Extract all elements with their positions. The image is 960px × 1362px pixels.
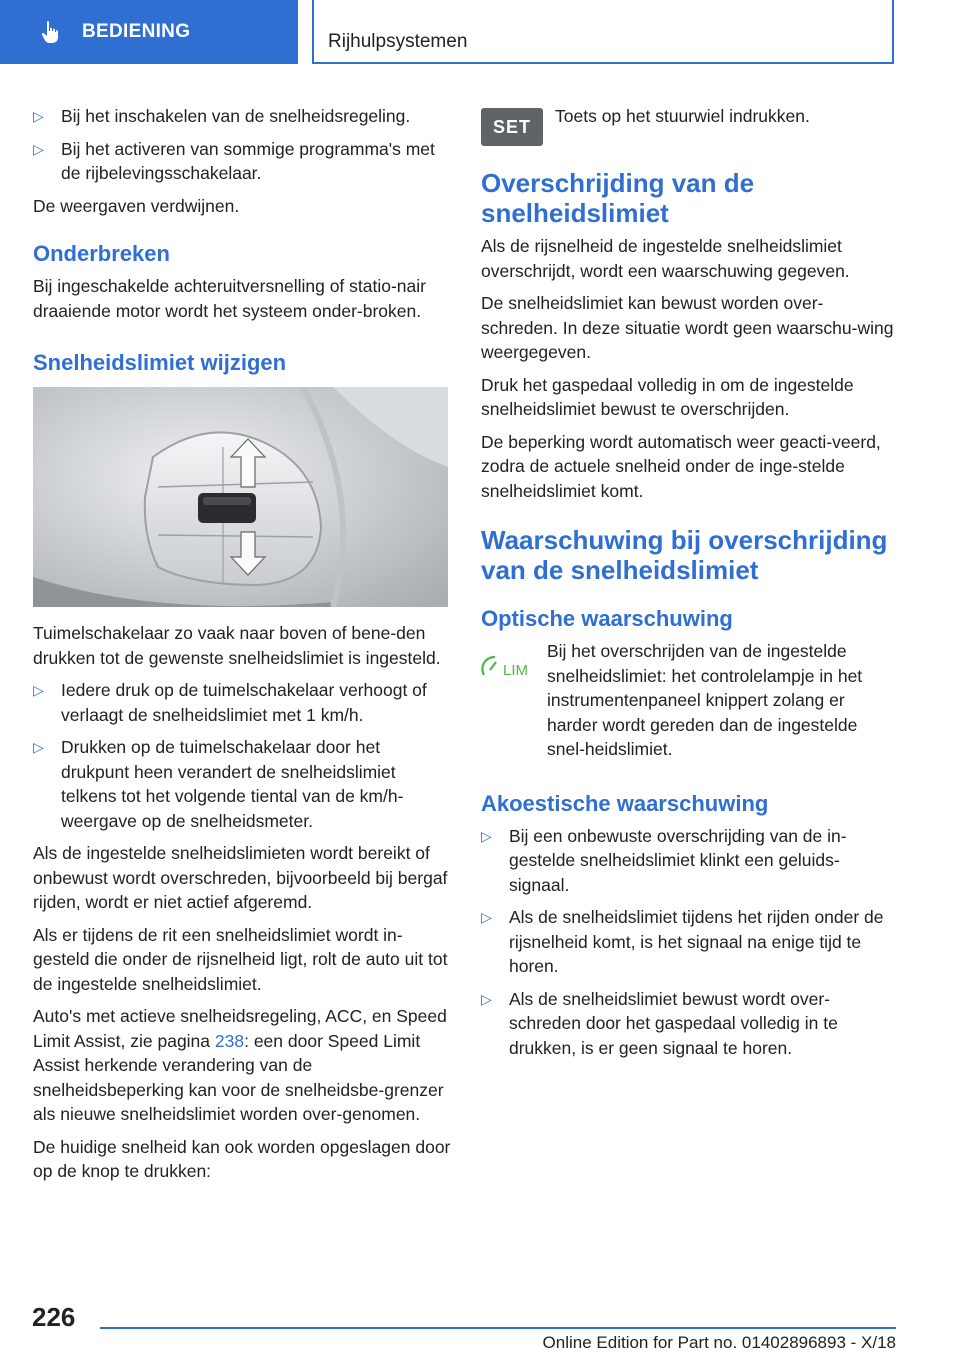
- bullet-triangle-icon: ▷: [481, 827, 492, 844]
- list-item: ▷ Bij het activeren van sommige programma's met de rijbelevingsschakelaar.: [33, 138, 435, 183]
- page-reference-link[interactable]: 238: [214, 1030, 245, 1051]
- paragraph: De snelheidslimiet kan bewust worden over-schreden. In deze situatie wordt geen waarschu-wing weergegeven.: [481, 293, 894, 362]
- heading-akoestisch: Akoestische waarschuwing: [481, 790, 769, 816]
- page-header: [0, 0, 960, 66]
- paragraph: Als de rijsnelheid de ingestelde snelheidslimiet overschrijdt, wordt een waarschuwing gegeven.: [481, 236, 850, 281]
- list-item: ▷ Bij het inschakelen van de snelheidsregeling.: [33, 104, 451, 129]
- paragraph: De weergaven verdwijnen.: [33, 195, 240, 216]
- heading-optisch: Optische waarschuwing: [481, 606, 733, 631]
- chapter-tab[interactable]: [312, 0, 894, 64]
- paragraph: De beperking wordt automatisch weer geacti-veerd, zodra de actuele snelheid onder de inge-stelde snelheidslimiet komt.: [481, 431, 881, 501]
- paragraph: Auto's met actieve snelheidsregeling, ACC, en Speed Limit Assist, zie pagina 238: een door Speed Limit Assist herkende verandering van de snelheidsbeperking kan voor de snelheidsbe-grenzer als nieuwe snelheidslimiet worden over-genomen.: [33, 1006, 447, 1124]
- right-column: [481, 104, 899, 1068]
- paragraph: Toets op het stuurwiel indrukken.: [555, 106, 810, 126]
- heading-onderbreken: Onderbreken: [33, 241, 170, 266]
- paragraph: Bij ingeschakelde achteruitversnelling of statio-nair draaiende motor wordt het systeem onder-broken.: [33, 276, 426, 321]
- page-number: 226: [32, 1302, 76, 1332]
- hand-pointer-icon: [40, 20, 62, 44]
- heading-waarschuwing: Waarschuwing bij overschrijding van de snelheidslimiet: [481, 525, 888, 585]
- bullet-triangle-icon: ▷: [33, 739, 44, 755]
- paragraph: Als er tijdens de rit een snelheidslimiet wordt in-gesteld die onder de rijsnelheid ligt, rolt de auto uit tot de ingestelde snelheidslimiet.: [33, 924, 448, 994]
- section-tab[interactable]: [0, 0, 298, 64]
- bullet-triangle-icon: ▷: [33, 140, 44, 157]
- bullet-triangle-icon: ▷: [481, 990, 492, 1007]
- paragraph: Als de ingestelde snelheidslimieten wordt bereikt of onbewust wordt overschreden, bijvoorbeeld bij bergaf rijden, wordt er niet actief afgeremd.: [33, 843, 448, 912]
- steering-wheel-rocker-switch-image: [33, 387, 448, 607]
- list-item: ▷ Als de snelheidslimiet tijdens het rijden onder de rijsnelheid komt, is het signaal na enige tijd te horen.: [481, 907, 884, 976]
- paragraph: Druk het gaspedaal volledig in om de ingestelde snelheidslimiet bewust te overschrijden.: [481, 374, 854, 419]
- section-label: BEDIENING: [82, 21, 191, 42]
- speed-limit-indicator-icon: [481, 653, 537, 679]
- bullet-triangle-icon: ▷: [33, 108, 44, 124]
- list-item: ▷ Iedere druk op de tuimelschakelaar verhoogt of verlaagt de snelheidslimiet met 1 km/h.: [33, 680, 427, 725]
- left-column: [33, 104, 451, 1192]
- set-button-icon: SET: [481, 108, 543, 146]
- optical-warning-block: [481, 639, 899, 762]
- heading-overschrijding: Overschrijding van de snelheidslimiet: [481, 168, 755, 228]
- bullet-triangle-icon: ▷: [481, 909, 492, 925]
- chapter-label: Rijhulpsystemen: [328, 31, 468, 52]
- list-item: ▷ Drukken op de tuimelschakelaar door het drukpunt heen verandert de snelheidslimiet telkens tot het volgende tiental van de km/h-weergave op de snelheidsmeter.: [33, 737, 404, 831]
- svg-text:LIM: LIM: [503, 662, 529, 679]
- list-item: ▷ Als de snelheidslimiet bewust wordt over-schreden door het gaspedaal volledig in te drukken, is er geen signaal te horen.: [481, 988, 838, 1058]
- footer-edition: Online Edition for Part no. 01402896893 - X/18: [542, 1333, 896, 1352]
- paragraph: Bij het overschrijden van de ingestelde snelheidslimiet: het controlelampje in het instrumentenpaneel knippert zolang er harder wordt gereden dan de ingestelde snel-heidslimiet.: [547, 641, 863, 759]
- bullet-triangle-icon: ▷: [33, 682, 44, 698]
- steering-wheel-illustration: [33, 387, 448, 607]
- paragraph: De huidige snelheid kan ook worden opgeslagen door op de knop te drukken:: [33, 1136, 451, 1181]
- list-item: ▷ Bij een onbewuste overschrijding van de in-gestelde snelheidslimiet klinkt een geluids-signaal.: [481, 825, 847, 895]
- heading-wijzigen: Snelheidslimiet wijzigen: [33, 350, 287, 375]
- paragraph: Tuimelschakelaar zo vaak naar boven of bene-den drukken tot de gewenste snelheidslimiet is ingesteld.: [33, 623, 441, 668]
- set-button-row: [481, 104, 899, 150]
- footer-divider: [100, 1327, 896, 1329]
